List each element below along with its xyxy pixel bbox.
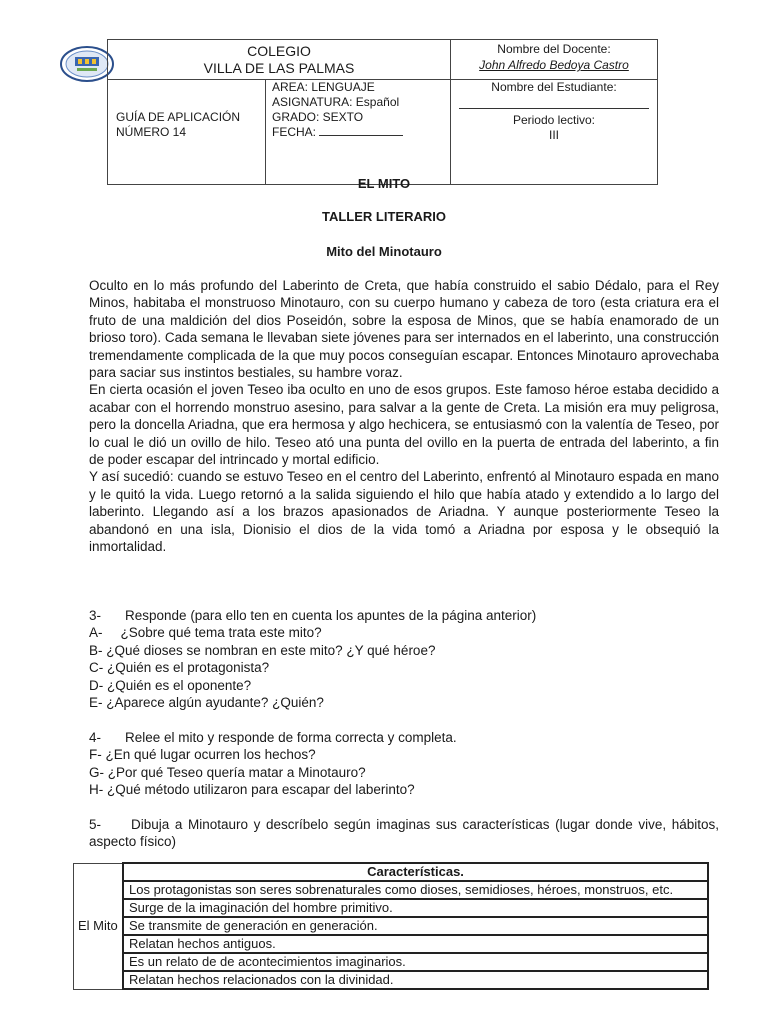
characteristic-row: Se transmite de generación en generación. <box>123 917 708 935</box>
item-text: ¿Qué método utilizaron para escapar del laberinto? <box>107 782 415 798</box>
mito-label: El Mito <box>74 863 124 989</box>
guia-cell <box>108 80 266 185</box>
characteristic-row: Surge de la imaginación del hombre primitivo. <box>123 899 708 917</box>
characteristics-header: Características. <box>123 863 708 881</box>
docente-cell <box>451 40 658 80</box>
question-5 <box>89 816 729 851</box>
area-cell <box>266 80 451 185</box>
docente-name: John Alfredo Bedoya Castro <box>479 58 629 72</box>
guia-line1: GUÍA DE APLICACIÓN <box>116 110 241 124</box>
school-name-cell <box>108 40 451 80</box>
item-letter: H- <box>89 782 104 798</box>
question-text: Relee el mito y responde de forma correcta y completa. <box>125 730 457 745</box>
question-3 <box>89 607 729 711</box>
question-4 <box>89 729 729 799</box>
item-letter: G- <box>89 764 104 780</box>
item-text: ¿Aparece algún ayudante? ¿Quién? <box>106 695 324 711</box>
story-body <box>89 277 719 556</box>
question-item <box>89 659 729 676</box>
docente-label: Nombre del Docente: <box>497 42 611 56</box>
main-title: EL MITO <box>357 176 411 191</box>
estudiante-label: Nombre del Estudiante: <box>491 80 617 94</box>
item-letter: D- <box>89 677 104 693</box>
area-text: AREA: LENGUAJE <box>272 80 375 94</box>
characteristic-row: Relatan hechos relacionados con la divinidad. <box>123 971 708 989</box>
item-letter: F- <box>89 747 102 763</box>
school-line2: VILLA DE LAS PALMAS <box>203 60 355 76</box>
item-letter: E- <box>89 695 103 711</box>
question-text: Dibuja a Minotauro y descríbelo según imaginas sus características (lugar donde vive, hábitos, aspecto físico) <box>89 817 719 850</box>
asignatura-text: ASIGNATURA: Español <box>272 95 400 109</box>
item-text: ¿En qué lugar ocurren los hechos? <box>105 747 316 763</box>
school-logo <box>60 46 114 82</box>
fecha-field[interactable] <box>272 125 450 140</box>
guia-line2: NÚMERO 14 <box>116 125 187 139</box>
question-number: 3- <box>89 608 102 623</box>
question-number: 4- <box>89 730 102 745</box>
question-5-text <box>89 816 719 851</box>
paragraph: Y así sucedió: cuando se estuvo Teseo en el centro del Laberinto, enfrentó al Minotauro espada en mano y le quitó la vida. Luego retornó a la salida siguiendo el hilo que había atado y extendido a lo largo del laberinto. Llegando así a los brazos apasionados de Ariadna. Y aunque posteriormente Teseo la abandonó en una isla, Dionisio el dios de la vida tomó a Ariadna por esposa y le obsequió la inmortalidad. <box>89 469 719 555</box>
paragraph: En cierta ocasión el joven Teseo iba oculto en uno de esos grupos. Este famoso héroe estaba decidido a acabar con el horrendo monstruo asesino, para salvar a la gente de Creta. La misión era muy peligrosa, pero la doncella Ariadna, que era hermosa y algo hechicera, se entusiasmó con la valentía de Teseo, por lo cual le dió un ovillo de hilo. Teseo ató una punta del ovillo en la puerta de entrada del laberinto, a fin de poder escapar del intrincado y mortal edificio. <box>89 382 719 468</box>
question-text: Responde (para ello ten en cuenta los apuntes de la página anterior) <box>125 608 537 623</box>
item-text: ¿Por qué Teseo quería matar a Minotauro? <box>107 764 366 780</box>
item-letter: B- <box>89 642 103 658</box>
fecha-label: FECHA: <box>272 125 317 139</box>
fecha-blank[interactable] <box>319 125 403 136</box>
header-table <box>107 39 658 185</box>
item-text: ¿Quién es el protagonista? <box>107 660 270 676</box>
school-line1: COLEGIO <box>247 43 311 59</box>
item-text: ¿Quién es el oponente? <box>107 677 252 693</box>
question-item <box>89 746 729 763</box>
characteristic-row: Los protagonistas son seres sobrenaturales como dioses, semidioses, héroes, monstruos, etc. <box>123 881 708 899</box>
question-item <box>89 781 729 798</box>
question-number: 5- <box>89 817 102 832</box>
periodo-label: Periodo lectivo: <box>512 113 596 127</box>
estudiante-cell <box>451 80 658 185</box>
story-title: Mito del Minotauro <box>326 244 442 259</box>
item-letter: A- <box>89 625 103 641</box>
item-letter: C- <box>89 660 104 676</box>
question-4-intro <box>89 729 729 746</box>
item-text: ¿Qué dioses se nombran en este mito? ¿Y qué héroe? <box>106 642 436 658</box>
question-item <box>89 694 729 711</box>
question-item <box>89 764 729 781</box>
question-item <box>89 642 729 659</box>
question-item <box>89 677 729 694</box>
characteristic-row: Es un relato de de acontecimientos imaginarios. <box>123 953 708 971</box>
item-text: ¿Sobre qué tema trata este mito? <box>120 625 322 641</box>
characteristics-table <box>73 862 709 990</box>
question-item <box>89 624 729 641</box>
question-3-intro <box>89 607 729 624</box>
characteristic-row: Relatan hechos antiguos. <box>123 935 708 953</box>
grado-text: GRADO: SEXTO <box>272 110 364 124</box>
periodo-value: III <box>548 128 559 142</box>
paragraph: Oculto en lo más profundo del Laberinto de Creta, que había construido el sabio Dédalo, para el Rey Minos, habitaba el monstruoso Minotauro, con su cuerpo humano y cabeza de toro (esta criatura era el fruto de una maldición del dios Poseidón, sobre la esposa de Minos, que se había enamorado de un brioso toro). Cada semana le llevaban siete jóvenes para ser internados en el laberinto, una construcción tremendamente complicada de la que muy pocos conseguían escapar. Entonces Minotauro aprovechaba para saciar sus instintos bestiales, su hambre voraz. <box>89 278 719 381</box>
sub-title: TALLER LITERARIO <box>322 209 446 224</box>
estudiante-blank[interactable] <box>459 96 649 109</box>
